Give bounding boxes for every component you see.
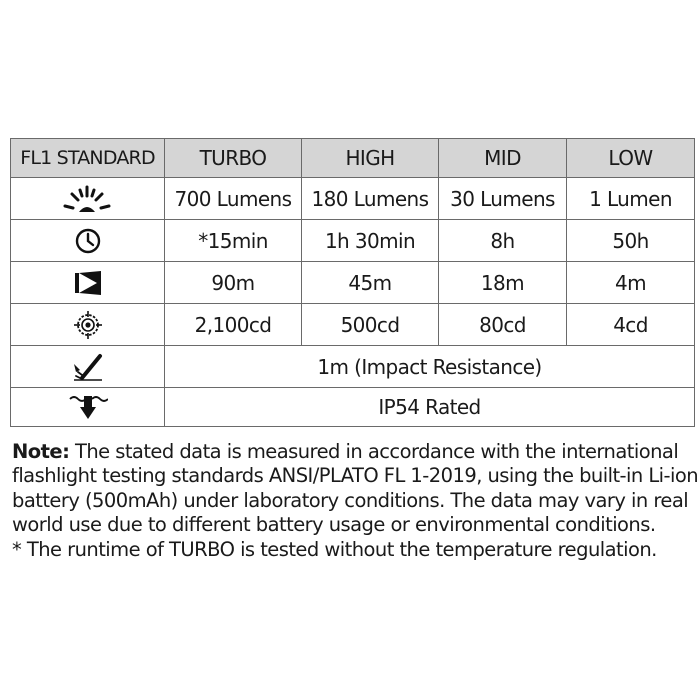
runtime-turbo: *15min xyxy=(165,220,302,262)
distance-row xyxy=(11,262,695,304)
intensity-high: 500cd xyxy=(302,304,439,346)
distance-low: 4m xyxy=(567,262,695,304)
distance-high: 45m xyxy=(302,262,439,304)
water-icon xyxy=(68,393,108,421)
header-mid: MID xyxy=(439,139,567,178)
intensity-row xyxy=(11,304,695,346)
header-high: HIGH xyxy=(302,139,439,178)
distance-mid: 18m xyxy=(439,262,567,304)
runtime-icon-cell xyxy=(11,220,165,262)
clock-icon xyxy=(74,227,102,255)
output-row xyxy=(11,178,695,220)
impact-row xyxy=(11,346,695,388)
note-line-5: * The runtime of TURBO is tested without the temperature regulation. xyxy=(12,537,657,561)
output-icon-cell xyxy=(11,178,165,220)
intensity-mid: 80cd xyxy=(439,304,567,346)
header-standard: FL1 STANDARD xyxy=(11,139,165,178)
note-line-4: world use due to different battery usage or environmental conditions. xyxy=(12,513,656,537)
note-line-2: flashlight testing standards ANSI/PLATO FL 1-2019, using the built-in Li-ion xyxy=(12,464,699,488)
runtime-mid: 8h xyxy=(439,220,567,262)
output-mid: 30 Lumens xyxy=(439,178,567,220)
note-text-1: The stated data is measured in accordance with the international xyxy=(69,440,679,463)
intensity-icon-cell xyxy=(11,304,165,346)
note-line-1 xyxy=(12,440,694,464)
runtime-low: 50h xyxy=(567,220,695,262)
waterproof-row xyxy=(11,388,695,427)
output-high: 180 Lumens xyxy=(302,178,439,220)
impact-value: 1m (Impact Resistance) xyxy=(165,346,695,388)
impact-icon xyxy=(70,352,106,382)
beam-distance-icon xyxy=(73,271,103,295)
output-turbo: 700 Lumens xyxy=(165,178,302,220)
header-turbo: TURBO xyxy=(165,139,302,178)
runtime-high: 1h 30min xyxy=(302,220,439,262)
note-line-3: battery (500mAh) under laboratory conditions. The data may vary in real xyxy=(12,488,689,512)
note-paragraph xyxy=(12,440,699,562)
brightness-icon xyxy=(60,184,116,214)
waterproof-icon-cell xyxy=(11,388,165,427)
impact-icon-cell xyxy=(11,346,165,388)
distance-icon-cell xyxy=(11,262,165,304)
target-icon xyxy=(73,310,103,340)
header-low: LOW xyxy=(567,139,695,178)
runtime-row xyxy=(11,220,695,262)
intensity-low: 4cd xyxy=(567,304,695,346)
header-row xyxy=(11,139,695,178)
note-label: Note: xyxy=(12,440,70,463)
output-low: 1 Lumen xyxy=(567,178,695,220)
waterproof-value: IP54 Rated xyxy=(165,388,695,427)
spec-table xyxy=(10,138,695,427)
distance-turbo: 90m xyxy=(165,262,302,304)
intensity-turbo: 2,100cd xyxy=(165,304,302,346)
